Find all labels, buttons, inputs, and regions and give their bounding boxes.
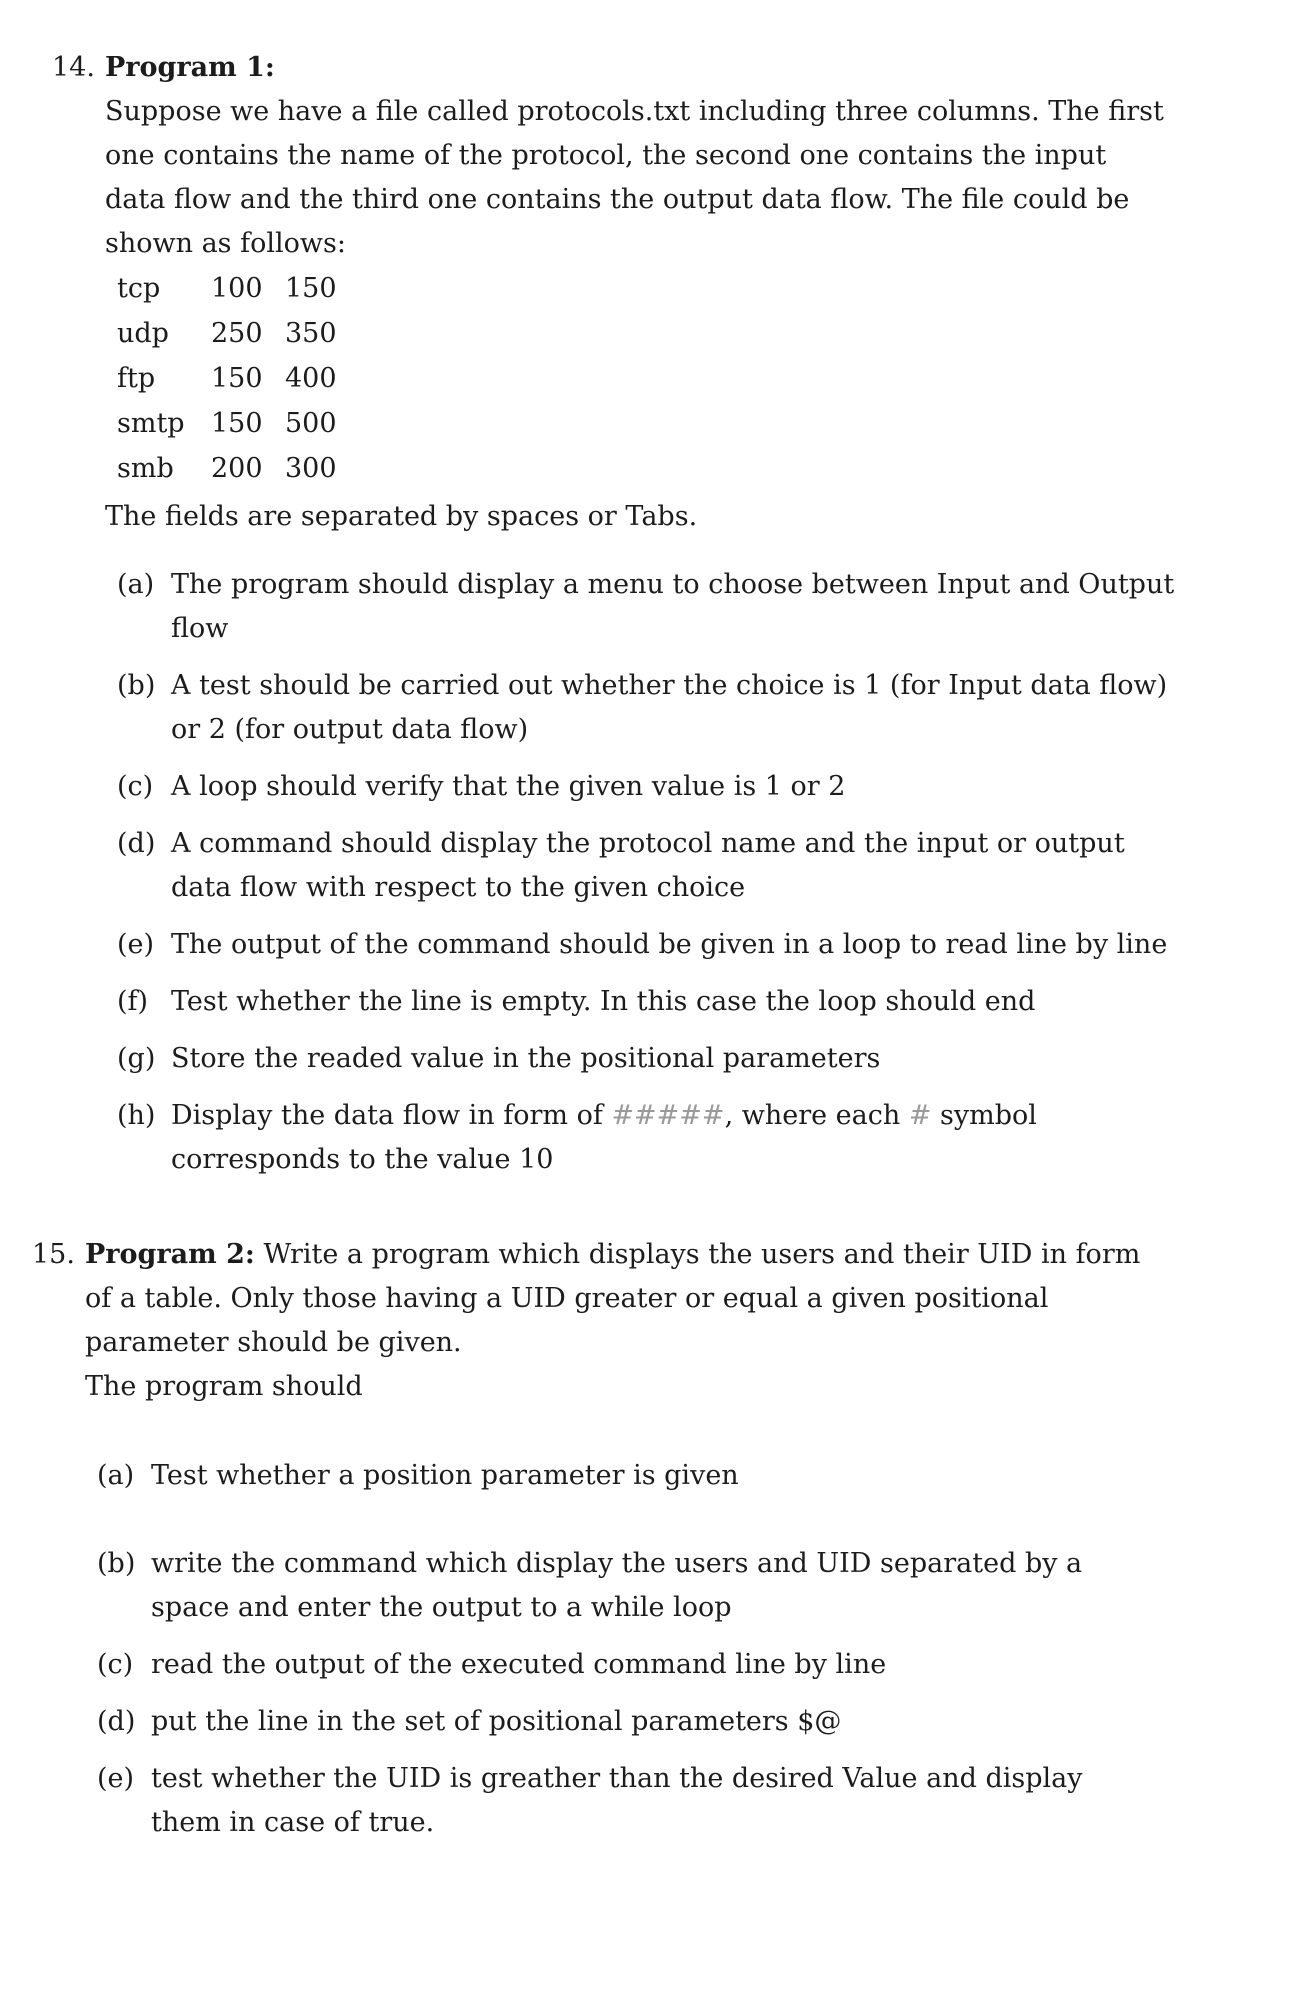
- table-cell: 200: [211, 453, 263, 484]
- list-item: (a) The program should display a menu to choose between Input and Output flow: [117, 569, 1175, 644]
- table-cell: smtp: [117, 408, 185, 439]
- problem-title: Program 1:: [105, 52, 275, 83]
- table-cell: smb: [117, 453, 174, 484]
- hash-pattern: #####: [611, 1100, 725, 1131]
- table-cell: 100: [211, 273, 263, 304]
- requirement-list: [97, 1454, 1160, 1845]
- list-item: (c) A loop should verify that the given value is 1 or 2: [117, 771, 846, 802]
- list-item: (f) Test whether the line is empty. In this case the loop should end: [117, 986, 1036, 1017]
- separator-note: The fields are separated by spaces or Tabs.: [105, 501, 698, 532]
- table-row: [117, 356, 365, 401]
- list-item: (h) Display the data flow in form of #####, where each # symbol corresponds to the value 10: [117, 1100, 1037, 1175]
- problem-title: Program 2:: [85, 1239, 255, 1270]
- table-cell: 350: [285, 318, 337, 349]
- hash-symbol: #: [908, 1100, 932, 1131]
- table-row: [117, 401, 365, 446]
- problem-intro: Suppose we have a file called protocols.txt including three columns. The first one contains the name of the protocol, the second one contains the input data flow and the third one contains the output data flow. The file could be shown as follows:: [105, 96, 1164, 259]
- table-row: [117, 266, 365, 311]
- list-item: (e) The output of the command should be given in a loop to read line by line: [117, 929, 1168, 960]
- problem-number: 14.: [52, 52, 95, 83]
- table-cell: tcp: [117, 273, 161, 304]
- list-item: (e) test whether the UID is greather than the desired Value and display them in case of true.: [97, 1763, 1083, 1838]
- list-item: (a) Test whether a position parameter is given: [97, 1460, 739, 1491]
- table-cell: 500: [285, 408, 337, 439]
- list-item: (b) A test should be carried out whether the choice is 1 (for Input data flow) or 2 (for output data flow): [117, 670, 1168, 745]
- table-cell: udp: [117, 318, 169, 349]
- problem-body: [85, 1233, 1160, 1858]
- problem-body: [105, 46, 1175, 1195]
- list-item: (d) A command should display the protocol name and the input or output data flow with respect to the given choice: [117, 828, 1125, 903]
- table-cell: ftp: [117, 363, 156, 394]
- list-item: (b) write the command which display the users and UID separated by a space and enter the output to a while loop: [97, 1548, 1083, 1623]
- table-cell: 150: [211, 408, 263, 439]
- table-cell: 150: [285, 273, 337, 304]
- problem-number: 15.: [32, 1239, 75, 1270]
- list-item: (c) read the output of the executed command line by line: [97, 1649, 887, 1680]
- protocols-table: [117, 266, 365, 491]
- table-row: [117, 311, 365, 356]
- list-item: (d) put the line in the set of positional parameters $@: [97, 1706, 842, 1737]
- list-item: (g) Store the readed value in the positional parameters: [117, 1043, 881, 1074]
- table-cell: 250: [211, 318, 263, 349]
- table-row: [117, 446, 365, 491]
- problem-intro: Program 2: Write a program which displays the users and their UID in form of a table. Only those having a UID greater or equal a given positional parameter should be given.: [85, 1239, 1141, 1358]
- table-cell: 400: [285, 363, 337, 394]
- table-cell: 300: [285, 453, 337, 484]
- problem-lead: The program should: [85, 1371, 363, 1402]
- requirement-list: [117, 563, 1175, 1182]
- table-cell: 150: [211, 363, 263, 394]
